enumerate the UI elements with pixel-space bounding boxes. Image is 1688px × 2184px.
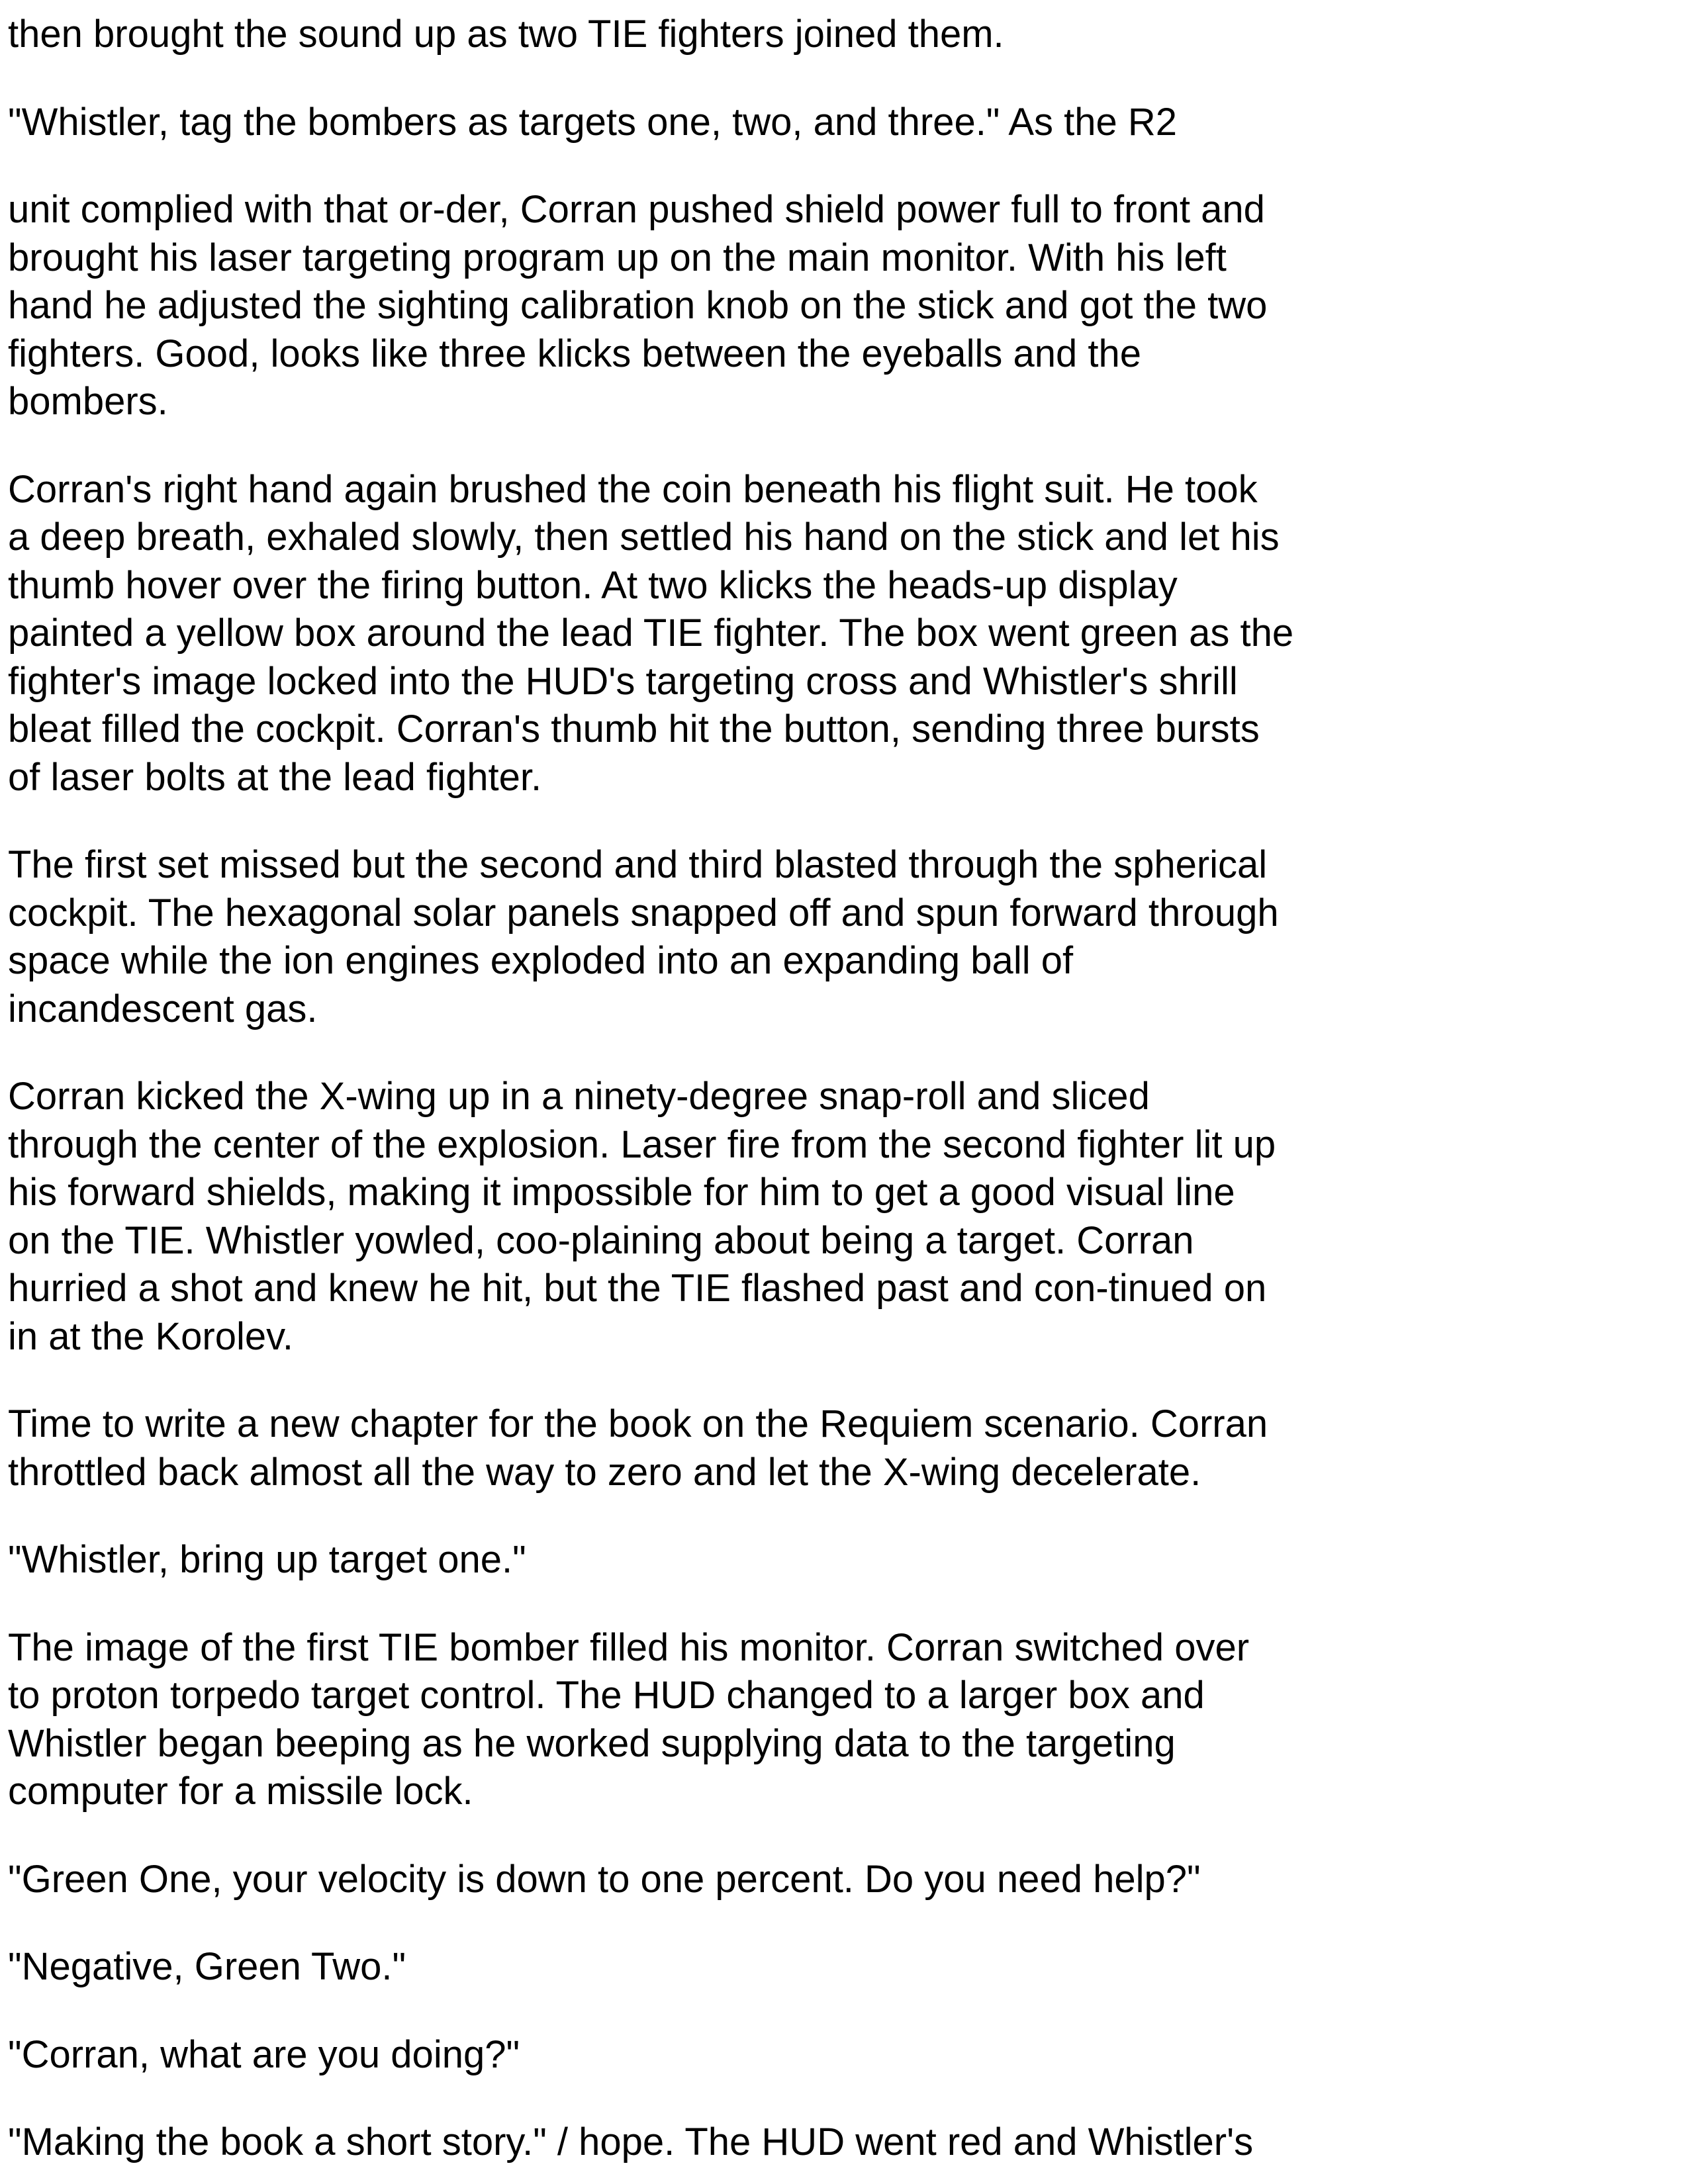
- text-line: "Corran, what are you doing?": [8, 2032, 520, 2076]
- paragraph: [8, 1624, 1398, 1816]
- text-line: Corran kicked the X-wing up in a ninety-degree snap-roll and sliced: [8, 1075, 1150, 1118]
- text-line: of laser bolts at the lead fighter.: [8, 755, 542, 799]
- text-line: to proton torpedo target control. The HUD changed to a larger box and: [8, 1674, 1205, 1717]
- paragraph: [8, 1943, 1398, 1991]
- text-line: a deep breath, exhaled slowly, then settled his hand on the stick and let his: [8, 516, 1280, 559]
- text-line: throttled back almost all the way to zero and let the X-wing decelerate.: [8, 1450, 1201, 1494]
- paragraph: [8, 1536, 1398, 1584]
- text-line: "Making the book a short story." / hope. The HUD went red and Whistler's: [8, 2120, 1254, 2163]
- text-line: on the TIE. Whistler yowled, coo-plaining about being a target. Corran: [8, 1218, 1194, 1262]
- text-line: bleat filled the cockpit. Corran's thumb hit the button, sending three bursts: [8, 707, 1260, 751]
- text-line: incandescent gas.: [8, 987, 318, 1030]
- text-line: computer for a missile lock.: [8, 1770, 473, 1813]
- text-line: "Whistler, tag the bombers as targets one, two, and three." As the R2: [8, 100, 1177, 144]
- paragraph: [8, 186, 1398, 426]
- text-line: thumb hover over the firing button. At two klicks the heads-up display: [8, 563, 1178, 607]
- paragraph: [8, 466, 1398, 802]
- paragraph: [8, 1073, 1398, 1361]
- text-line: unit complied with that or-der, Corran pushed shield power full to front and: [8, 188, 1265, 231]
- text-line: "Negative, Green Two.": [8, 1945, 406, 1988]
- text-line: Time to write a new chapter for the book on the Requiem scenario. Corran: [8, 1402, 1268, 1445]
- text-line: space while the ion engines exploded into an expanding ball of: [8, 939, 1074, 982]
- text-line: bombers.: [8, 380, 168, 423]
- text-line: fighters. Good, looks like three klicks between the eyeballs and the: [8, 332, 1141, 375]
- document-page: [8, 11, 1398, 2167]
- text-line: then brought the sound up as two TIE fighters joined them.: [8, 13, 1004, 56]
- paragraph: [8, 1400, 1398, 1496]
- text-line: painted a yellow box around the lead TIE fighter. The box went green as the: [8, 612, 1294, 655]
- text-line: Corran's right hand again brushed the coin beneath his flight suit. He took: [8, 467, 1258, 511]
- text-line: cockpit. The hexagonal solar panels snapped off and spun forward through: [8, 891, 1279, 934]
- text-line: "Green One, your velocity is down to one percent. Do you need help?": [8, 1857, 1201, 1901]
- text-line: Whistler began beeping as he worked supplying data to the targeting: [8, 1721, 1176, 1765]
- paragraph: [8, 2031, 1398, 2079]
- text-line: brought his laser targeting program up on the main monitor. With his left: [8, 236, 1227, 279]
- paragraph: [8, 841, 1398, 1033]
- paragraph: [8, 2118, 1398, 2167]
- paragraph: [8, 11, 1398, 59]
- paragraph: [8, 99, 1398, 147]
- text-line: in at the Korolev.: [8, 1314, 293, 1358]
- text-line: "Whistler, bring up target one.": [8, 1538, 526, 1581]
- text-line: his forward shields, making it impossible for him to get a good visual line: [8, 1171, 1235, 1214]
- paragraph: [8, 1856, 1398, 1904]
- text-line: hand he adjusted the sighting calibration knob on the stick and got the two: [8, 284, 1268, 327]
- text-line: The first set missed but the second and third blasted through the spherical: [8, 843, 1268, 886]
- text-line: The image of the first TIE bomber filled his monitor. Corran switched over: [8, 1625, 1250, 1669]
- text-line: hurried a shot and knew he hit, but the TIE flashed past and con-tinued on: [8, 1267, 1267, 1310]
- text-line: through the center of the explosion. Laser fire from the second fighter lit up: [8, 1122, 1276, 1166]
- text-line: fighter's image locked into the HUD's targeting cross and Whistler's shrill: [8, 659, 1238, 703]
